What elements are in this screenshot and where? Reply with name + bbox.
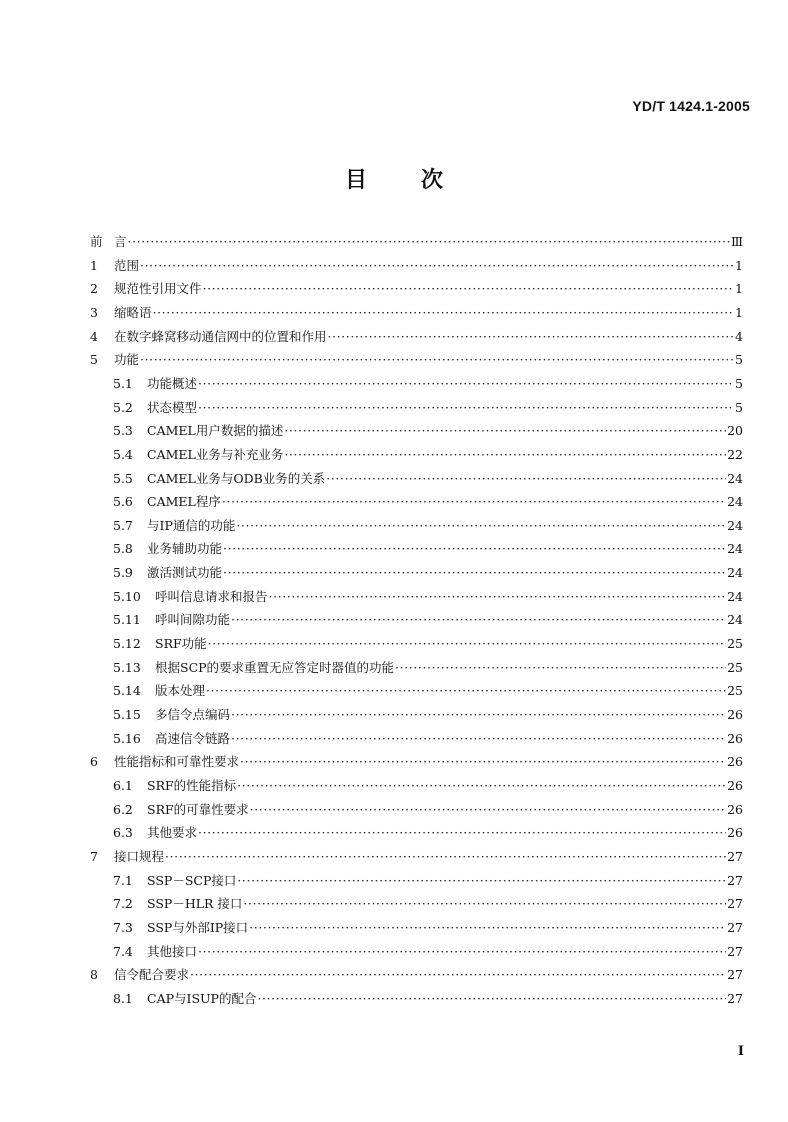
toc-entry-title: 呼叫间隙功能 (155, 612, 231, 628)
toc-entry-title: SRF功能 (155, 636, 207, 652)
toc-dot-leader (198, 398, 734, 418)
toc-dot-leader (237, 871, 726, 891)
toc-entry-title: SRF的性能指标 (147, 777, 237, 793)
toc-entry-page: 1 (735, 257, 743, 273)
toc-dot-leader (243, 894, 726, 914)
toc-entry-number: 7.3 (113, 919, 133, 935)
toc-entry-page: 27 (727, 967, 743, 983)
toc-entry-title: 状态模型 (147, 399, 198, 415)
toc-entry[interactable] (113, 539, 743, 559)
toc-entry-title: CAMEL程序 (147, 494, 221, 510)
toc-dot-leader (198, 374, 734, 394)
toc-entry-title: CAMEL用户数据的描述 (147, 423, 284, 439)
toc-entry-number: 前 (90, 234, 103, 249)
toc-entry-title: 激活测试功能 (147, 565, 223, 581)
toc-dot-leader (190, 965, 726, 985)
toc-entry-number: 5.13 (113, 659, 141, 675)
toc-entry-number: 5.7 (113, 517, 133, 533)
toc-entry-title: SSP与外部IP接口 (147, 919, 249, 935)
toc-entry-number: 5.5 (113, 470, 133, 486)
title-part-2: 次 (421, 167, 444, 193)
toc-entry[interactable] (113, 374, 743, 394)
toc-entry[interactable] (90, 256, 743, 276)
toc-dot-leader (257, 989, 726, 1009)
toc-entry-title: 在数字蜂窝移动通信网中的位置和作用 (114, 328, 327, 344)
toc-entry[interactable] (113, 658, 743, 678)
toc-entry-page: 27 (727, 848, 743, 864)
toc-entry-title: 根据SCP的要求重置无应答定时器值的功能 (155, 659, 395, 675)
toc-entry-page: 1 (735, 304, 743, 320)
toc-entry-title: 其他要求 (147, 825, 198, 841)
toc-entry[interactable] (90, 232, 743, 252)
toc-entry-page: Ⅲ (730, 234, 743, 249)
toc-entry-number: 8 (90, 967, 98, 983)
toc-entry-title: 其他接口 (147, 943, 198, 959)
toc-entry-title: 呼叫信息请求和报告 (155, 588, 268, 604)
toc-entry-page: 25 (727, 636, 743, 652)
toc-entry-title: CAMEL业务与补充业务 (147, 446, 284, 462)
toc-entry-number: 5.15 (113, 707, 141, 722)
toc-entry-page: 24 (727, 588, 743, 604)
toc-entry[interactable] (113, 398, 743, 418)
toc-entry[interactable] (90, 965, 743, 985)
toc-entry[interactable] (113, 563, 743, 583)
toc-entry-page: 5 (735, 399, 743, 415)
toc-dot-leader (231, 705, 726, 725)
toc-dot-leader (236, 516, 726, 536)
toc-dot-leader (237, 776, 726, 796)
toc-entry-number: 5.2 (113, 399, 133, 415)
toc-entry-page: 24 (727, 565, 743, 581)
toc-entry-page: 27 (727, 919, 743, 935)
toc-entry-number: 5.11 (113, 612, 141, 628)
toc-entry-title: SSP－HLR 接口 (147, 896, 243, 912)
toc-entry[interactable] (90, 350, 743, 370)
toc-entry-number: 5.16 (113, 730, 141, 746)
toc-dot-leader (231, 610, 726, 630)
toc-entry-number: 8.1 (113, 990, 133, 1006)
toc-dot-leader (222, 492, 726, 512)
toc-entry-page: 25 (727, 683, 743, 699)
toc-entry-number: 7.1 (113, 872, 133, 888)
toc-entry-page: 4 (735, 328, 743, 344)
toc-entry-number: 5.8 (113, 541, 133, 557)
title-part-1: 目 (344, 167, 367, 193)
toc-dot-leader (249, 918, 726, 938)
toc-entry[interactable] (113, 918, 743, 938)
toc-entry[interactable] (90, 752, 743, 772)
toc-entry-title: 言 (114, 234, 127, 249)
toc-entry-page: 20 (727, 423, 743, 439)
toc-entry-page: 24 (727, 541, 743, 557)
toc-entry-number: 5.10 (113, 588, 141, 604)
toc-entry-number: 6.3 (113, 825, 133, 841)
toc-entry-title: 功能概述 (147, 375, 198, 391)
toc-entry-page: 5 (735, 375, 743, 391)
toc-entry-page: 26 (727, 754, 743, 770)
toc-dot-leader (223, 563, 726, 583)
toc-dot-leader (140, 350, 734, 370)
toc-entry[interactable] (113, 634, 743, 654)
toc-entry[interactable] (90, 847, 743, 867)
toc-entry-title: 范围 (114, 257, 140, 273)
toc-entry-number: 3 (90, 304, 98, 320)
toc-entry-number: 1 (90, 257, 98, 273)
toc-entry-number: 5.6 (113, 494, 133, 510)
toc-dot-leader (206, 681, 726, 701)
toc-entry-title: 业务辅助功能 (147, 541, 223, 557)
toc-dot-leader (269, 587, 727, 607)
toc-entry[interactable] (113, 871, 743, 891)
toc-entry-number: 6.1 (113, 777, 133, 793)
toc-entry[interactable] (113, 445, 743, 465)
toc-entry[interactable] (113, 469, 743, 489)
toc-entry[interactable] (113, 421, 743, 441)
toc-entry-number: 6.2 (113, 801, 133, 817)
toc-entry-page: 24 (727, 517, 743, 533)
toc-entry-number: 2 (90, 281, 98, 297)
page-title (0, 163, 788, 194)
toc-entry[interactable] (113, 776, 743, 796)
toc-entry[interactable] (113, 610, 743, 630)
toc-entry[interactable] (113, 681, 743, 701)
toc-entry[interactable] (90, 279, 743, 299)
toc-entry-number: 5 (90, 352, 98, 368)
toc-entry[interactable] (90, 303, 743, 323)
toc-entry-page: 26 (727, 801, 743, 817)
toc-entry-title: 信令配合要求 (114, 967, 190, 983)
toc-entry[interactable] (113, 823, 743, 843)
toc-dot-leader (326, 469, 726, 489)
toc-dot-leader (198, 823, 726, 843)
toc-entry-number: 5.3 (113, 423, 133, 439)
toc-dot-leader (208, 634, 726, 654)
toc-entry-number: 5.14 (113, 683, 141, 699)
toc-entry-number: 4 (90, 328, 98, 344)
toc-entry-page: 26 (727, 825, 743, 841)
toc-dot-leader (153, 303, 735, 323)
toc-dot-leader (198, 942, 726, 962)
toc-entry-title: SRF的可靠性要求 (147, 801, 249, 817)
toc-dot-leader (203, 279, 735, 299)
toc-entry-title: 性能指标和可靠性要求 (114, 754, 240, 770)
toc-entry[interactable] (113, 800, 743, 820)
toc-dot-leader (328, 327, 735, 347)
toc-entry-page: 5 (735, 352, 743, 368)
toc-entry[interactable] (113, 729, 743, 749)
toc-entry-title: 高速信令链路 (155, 730, 231, 746)
page-number: I (737, 1044, 744, 1059)
toc-entry-title: 多信令点编码 (155, 707, 231, 722)
toc-dot-leader (284, 445, 726, 465)
toc-dot-leader (140, 256, 734, 276)
toc-entry-title: 缩略语 (114, 304, 152, 320)
toc-dot-leader (240, 752, 726, 772)
toc-dot-leader (223, 539, 726, 559)
toc-entry-title: 与IP通信的功能 (147, 517, 236, 533)
toc-dot-leader (165, 847, 726, 867)
toc-dot-leader (284, 421, 726, 441)
standard-code: YD/T 1424.1-2005 (632, 98, 750, 114)
toc-entry-number: 5.4 (113, 446, 133, 462)
toc-entry-page: 27 (727, 990, 743, 1006)
toc-entry-title: 接口规程 (114, 848, 165, 864)
toc-entry[interactable] (113, 894, 743, 914)
toc-entry-page: 24 (727, 494, 743, 510)
toc-entry-title: CAMEL业务与ODB业务的关系 (147, 470, 326, 486)
toc-entry-page: 27 (727, 896, 743, 912)
toc-entry-page: 27 (727, 872, 743, 888)
toc-entry-page: 22 (727, 446, 743, 462)
toc-entry[interactable] (113, 989, 743, 1009)
toc-dot-leader (231, 729, 726, 749)
toc-entry-number: 7 (90, 848, 98, 864)
toc-entry[interactable] (113, 705, 743, 725)
toc-entry-page: 24 (727, 612, 743, 628)
toc-entry-title: 功能 (114, 352, 140, 368)
toc-entry-number: 7.2 (113, 896, 133, 912)
toc-entry-page: 24 (727, 470, 743, 486)
toc-dot-leader (128, 232, 730, 252)
toc-entry-page: 25 (727, 659, 743, 675)
toc-entry-title: SSP－SCP接口 (147, 872, 237, 888)
toc-entry-number: 6 (90, 754, 98, 770)
toc-entry-title: CAP与ISUP的配合 (147, 990, 257, 1006)
toc-dot-leader (250, 800, 726, 820)
toc-entry[interactable] (113, 516, 743, 536)
toc-entry[interactable] (113, 942, 743, 962)
toc-entry-number: 5.9 (113, 565, 133, 581)
toc-entry-number: 5.12 (113, 636, 141, 652)
toc-entry-page: 26 (727, 730, 743, 746)
toc-entry-title: 版本处理 (155, 683, 206, 699)
toc-dot-leader (395, 658, 726, 678)
toc-entry[interactable] (113, 492, 743, 512)
toc-entry-number: 7.4 (113, 943, 133, 959)
toc-entry[interactable] (90, 327, 743, 347)
toc-entry-title: 规范性引用文件 (114, 281, 202, 297)
toc-entry-page: 1 (735, 281, 743, 297)
toc-entry[interactable] (113, 587, 743, 607)
toc-entry-page: 26 (727, 707, 743, 722)
toc-entry-page: 27 (727, 943, 743, 959)
toc-entry-page: 26 (727, 777, 743, 793)
toc-entry-number: 5.1 (113, 375, 133, 391)
